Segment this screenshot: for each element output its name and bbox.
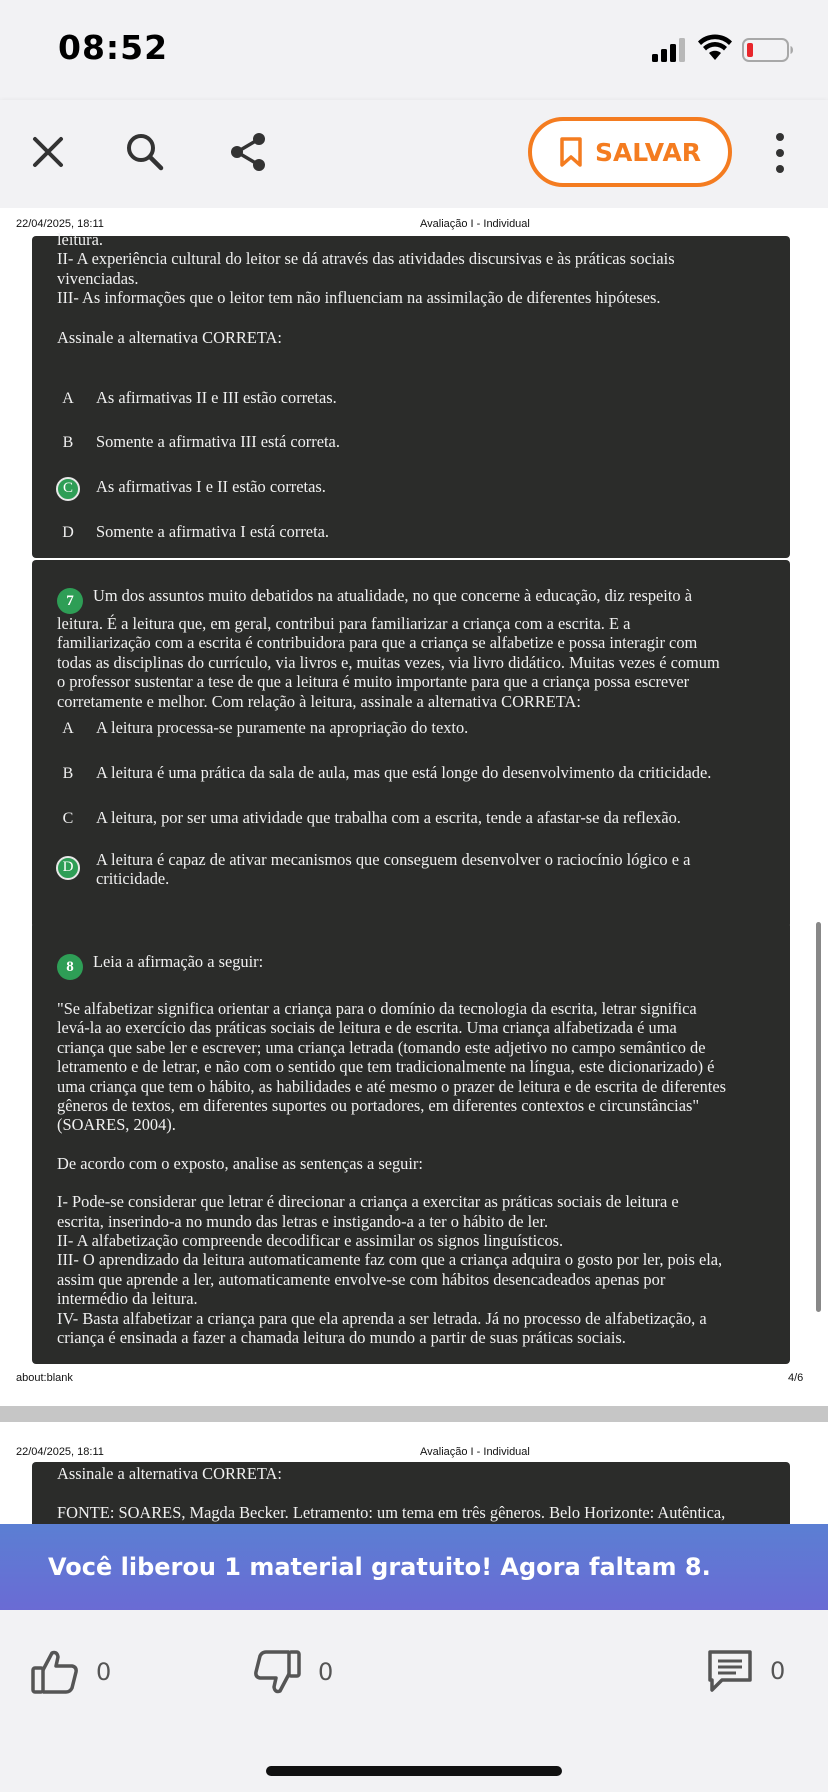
option-text: As afirmativas II e III estão corretas.: [96, 388, 337, 407]
option-letter: C: [62, 810, 74, 827]
status-time: 08:52: [58, 28, 169, 67]
question-6-card: [32, 230, 790, 558]
scrollbar[interactable]: [816, 922, 821, 1312]
option-text: A leitura é uma prática da sala de aula, mas que está longe do desenvolvimento da criticidade.: [96, 763, 712, 782]
next-prompt: Assinale a alternativa CORRETA:: [57, 1464, 282, 1483]
print-date: 22/04/2025, 18:11: [16, 218, 104, 230]
question-8-card: [32, 922, 790, 1364]
option-letter: D: [62, 524, 74, 541]
comment-count: 0: [770, 1657, 786, 1685]
correct-answer-badge: C: [56, 477, 80, 501]
q7-statement: 7 Um dos assuntos muito debatidos na atualidade, no que concerne à educação, diz respeito à: [57, 586, 765, 614]
dislike-button[interactable]: [252, 1648, 333, 1696]
thumbs-down-icon: [252, 1648, 302, 1696]
thumbs-up-icon: [30, 1648, 80, 1696]
page-separator: [0, 1406, 828, 1422]
option-text: A leitura processa-se puramente na apropriação do texto.: [96, 718, 469, 737]
q6-option-d[interactable]: [56, 522, 329, 546]
option-letter: B: [62, 434, 74, 451]
q6-option-b[interactable]: [56, 432, 340, 456]
toolbar: [0, 100, 828, 208]
comments-button[interactable]: [706, 1648, 785, 1694]
q8-intro: 8 Leia a afirmação a seguir:: [57, 952, 765, 980]
document-viewer[interactable]: [0, 208, 828, 1523]
option-text: As afirmativas I e II estão corretas.: [96, 477, 326, 496]
option-letter: A: [62, 390, 74, 407]
question-number-badge: 7: [57, 588, 83, 614]
like-button[interactable]: [30, 1648, 111, 1696]
question-7-card: [32, 560, 790, 928]
q6-option-c[interactable]: [56, 477, 326, 501]
bottom-action-bar: [0, 1610, 828, 1792]
option-text: A leitura é capaz de ativar mecanismos que conseguem desenvolver o raciocínio lógico e a criticidade.: [96, 850, 691, 889]
q7-option-a[interactable]: [56, 718, 468, 742]
bookmark-icon: [559, 136, 583, 168]
q6-line: II- A experiência cultural do leitor se dá através das atividades discursivas e às práticas sociais: [57, 249, 675, 269]
question-number-badge: 8: [57, 954, 83, 980]
q6-option-a[interactable]: [56, 388, 337, 412]
close-icon[interactable]: [26, 130, 70, 174]
q7-option-d[interactable]: [56, 850, 690, 889]
q8-analyze: De acordo com o exposto, analise as sentenças a seguir:: [57, 1153, 423, 1173]
comment-icon: [706, 1648, 754, 1694]
q8-quote: "Se alfabetizar significa orientar a criança para o domínio da tecnologia da escrita, letrar significa levá-la ao exercício das práticas sociais de leitura e de escrita. Uma criança alfabetizada é uma criança que sabe ler e escrever; uma criança letrada (tomando este adjetivo no campo semântico de letramento e de letrar, e não com o sentido que tem tradicionalmente na língua, este dicionarizado) é uma criança que tem o hábito, as habilidades e até mesmo o prazer de leitura e de escrita de diferentes gêneros de textos, em diferentes suportes ou portadores, em diferentes contextos e circunstâncias" (SOARES, 2004).: [57, 999, 726, 1135]
print-header: [0, 208, 828, 230]
signal-icon: [652, 38, 688, 62]
q7-option-b[interactable]: [56, 763, 711, 787]
search-icon[interactable]: [122, 130, 166, 174]
status-bar: [0, 0, 828, 100]
print-date: 22/04/2025, 18:11: [16, 1446, 104, 1458]
more-options-icon[interactable]: [768, 128, 792, 178]
q7-line: o professor sustentar a tese de que a leitura é muito importante para que a criança possa escrever: [57, 672, 690, 692]
share-icon[interactable]: [226, 130, 270, 174]
option-text: Somente a afirmativa I está correta.: [96, 522, 329, 541]
q7-line: leitura. É a leitura que, em geral, contribui para familiarizar a criança com a escrita. E a: [57, 614, 631, 633]
battery-icon: [742, 38, 794, 62]
option-text: Somente a afirmativa III está correta.: [96, 432, 340, 451]
like-count: 0: [96, 1658, 112, 1686]
q7-line: familiarização com a escrita é contribuidora para que a criança se alfabetize e possa interagir com: [57, 633, 698, 653]
option-text: A leitura, por ser uma atividade que trabalha com a escrita, tende a afastar-se da reflexão.: [96, 808, 681, 827]
q6-line: III- As informações que o leitor tem não influenciam na assimilação de diferentes hipóteses.: [57, 288, 661, 308]
option-letter: B: [62, 765, 74, 782]
q7-option-c[interactable]: [56, 808, 681, 832]
home-indicator[interactable]: [266, 1766, 562, 1776]
save-button[interactable]: [528, 117, 732, 187]
q6-line: vivenciadas.: [57, 268, 139, 288]
save-label: SALVAR: [594, 137, 702, 167]
footer-url: about:blank: [16, 1372, 73, 1384]
wifi-icon: [698, 34, 732, 62]
option-letter: A: [62, 720, 74, 737]
promo-banner[interactable]: [0, 1524, 828, 1610]
next-source: FONTE: SOARES, Magda Becker. Letramento: um tema em três gêneros. Belo Horizonte: Autêntica,: [57, 1503, 726, 1523]
print-title: Avaliação I - Individual: [420, 218, 530, 230]
dislike-count: 0: [318, 1658, 334, 1686]
correct-answer-badge: D: [56, 856, 80, 880]
q6-line: leitura.: [57, 230, 103, 249]
q7-line: corretamente e melhor. Com relação à leitura, assinale a alternativa CORRETA:: [57, 691, 581, 711]
print-title: Avaliação I - Individual: [420, 1446, 530, 1458]
promo-banner-text: Você liberou 1 material gratuito! Agora faltam 8.: [48, 1553, 711, 1581]
q8-sentences: I- Pode-se considerar que letrar é direcionar a criança a exercitar as práticas sociais de leitura e escrita, inserindo-a no mundo das letras e instigando-a a ter o hábito de ler. II- A alfabetização compreende decodificar e assimilar os signos linguísticos. III- O aprendizado da leitura automaticamente faz com que a criança adquira o gosto por ler, pois ela, assim que aprende a ler, automaticamente envolve-se com hábitos desencadeados apenas por intermédio da leitura. IV- Basta alfabetizar a criança para que ela aprenda a ser letrada. Já no processo de alfabetização, a criança é ensinada a fazer a chamada leitura do mundo a partir de suas práticas sociais.: [57, 1192, 723, 1348]
q6-prompt: Assinale a alternativa CORRETA:: [57, 327, 282, 347]
footer-page-number: 4/6: [788, 1372, 804, 1384]
q7-line: todas as disciplinas do currículo, via livros e, muitas vezes, via livro didático. Muitas vezes é comum: [57, 652, 720, 672]
next-print-header: [0, 1436, 828, 1458]
